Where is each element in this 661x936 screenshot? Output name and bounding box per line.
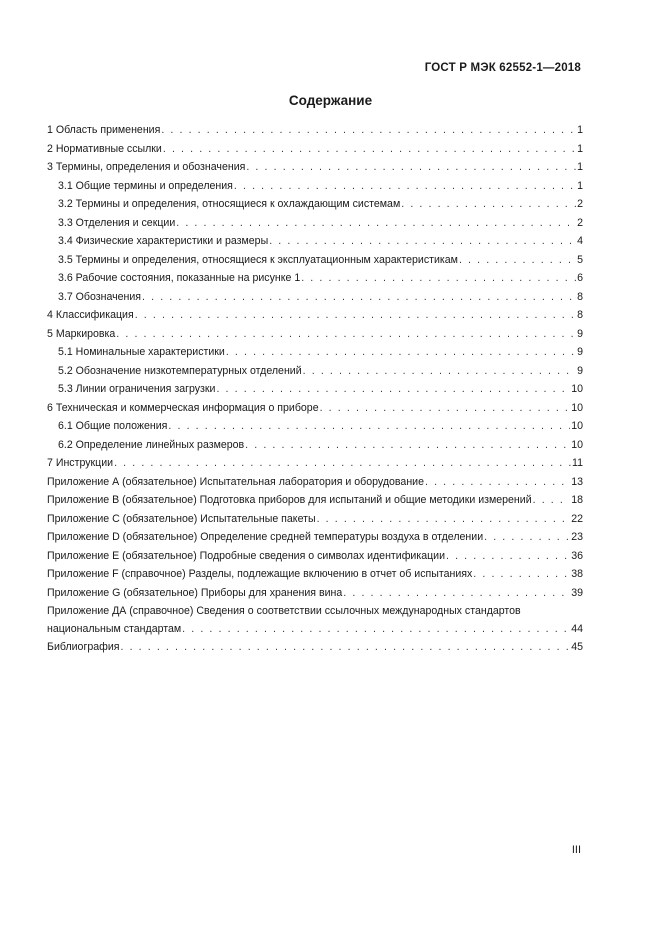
toc-entry-annex-d[interactable]: Приложение D (обязательное) Определение средней температуры воздуха в отделении . . . 23	[47, 528, 583, 547]
toc-entry-annex-da[interactable]: Приложение ДА (справочное) Сведения о соответствии ссылочных международных стандартов национальным стандартам . . . 44	[47, 602, 583, 638]
toc-entry-annex-c[interactable]: Приложение С (обязательное) Испытательные пакеты . . . 22	[47, 510, 583, 529]
toc-entry-3-4[interactable]: 3.4 Физические характеристики и размеры . . . 4	[47, 232, 583, 251]
toc-entry-annex-f[interactable]: Приложение F (справочное) Разделы, подлежащие включению в отчет об испытаниях . . . 38	[47, 565, 583, 584]
toc-entry-6-1[interactable]: 6.1 Общие положения . . . 10	[47, 417, 583, 436]
toc-entry-5[interactable]: 5 Маркировка . . . 9	[47, 325, 583, 344]
toc-entry-annex-b[interactable]: Приложение В (обязательное) Подготовка приборов для испытаний и общие методики измерений . . . 18	[47, 491, 583, 510]
toc-entry-5-3[interactable]: 5.3 Линии ограничения загрузки . . . 10	[47, 380, 583, 399]
toc-entry-3-7[interactable]: 3.7 Обозначения . . . 8	[47, 288, 583, 307]
toc-entry-3-1[interactable]: 3.1 Общие термины и определения . . . 1	[47, 177, 583, 196]
toc-entry-7[interactable]: 7 Инструкции . . . 11	[47, 454, 583, 473]
toc-entry-3[interactable]: 3 Термины, определения и обозначения . . . 1	[47, 158, 583, 177]
toc-entry-annex-a[interactable]: Приложение А (обязательное) Испытательная лаборатория и оборудование . . . 13	[47, 473, 583, 492]
table-of-contents	[47, 121, 583, 657]
document-header: ГОСТ Р МЭК 62552-1—2018	[424, 62, 581, 74]
toc-entry-4[interactable]: 4 Классификация . . . 8	[47, 306, 583, 325]
toc-entry-6-2[interactable]: 6.2 Определение линейных размеров . . . 10	[47, 436, 583, 455]
toc-entry-bibliography[interactable]: Библиография . . . 45	[47, 638, 583, 657]
toc-entry-3-5[interactable]: 3.5 Термины и определения, относящиеся к эксплуатационным характеристикам . . . 5	[47, 251, 583, 270]
toc-entry-6[interactable]: 6 Техническая и коммерческая информация о приборе . . . 10	[47, 399, 583, 418]
toc-entry-annex-g[interactable]: Приложение G (обязательное) Приборы для хранения вина . . . 39	[47, 584, 583, 603]
toc-entry-3-6[interactable]: 3.6 Рабочие состояния, показанные на рисунке 1 . . . 6	[47, 269, 583, 288]
page-number: III	[571, 844, 581, 856]
toc-entry-1[interactable]: 1 Область применения . . . 1	[47, 121, 583, 140]
toc-entry-3-3[interactable]: 3.3 Отделения и секции . . . 2	[47, 214, 583, 233]
toc-entry-5-1[interactable]: 5.1 Номинальные характеристики . . . 9	[47, 343, 583, 362]
page-title: Содержание	[288, 93, 373, 108]
toc-entry-3-2[interactable]: 3.2 Термины и определения, относящиеся к охлаждающим системам . . . 2	[47, 195, 583, 214]
toc-entry-5-2[interactable]: 5.2 Обозначение низкотемпературных отделений . . . 9	[47, 362, 583, 381]
toc-entry-annex-e[interactable]: Приложение Е (обязательное) Подробные сведения о символах идентификации . . . 36	[47, 547, 583, 566]
toc-entry-2[interactable]: 2 Нормативные ссылки . . . 1	[47, 140, 583, 159]
